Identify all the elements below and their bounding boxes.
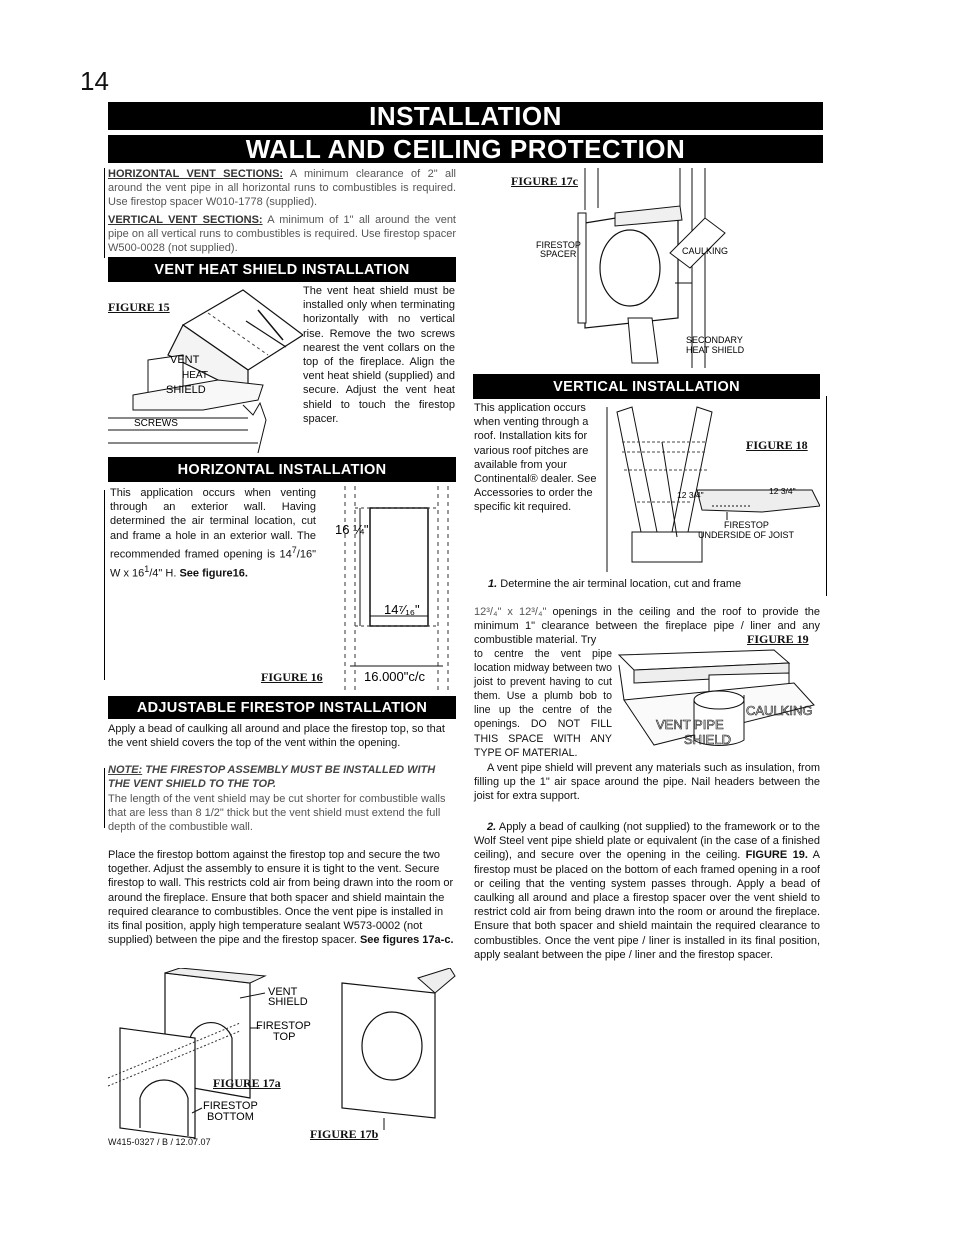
step1-dims-text: 12³/₄" x 12³/₄" openings in the ceiling and the roof to provide the minimum 1" clearance between the fireplace pipe / liner and any combustible material. Try	[474, 606, 820, 647]
page-title-wall-ceiling: WALL AND CEILING PROTECTION	[108, 135, 823, 163]
fig18-firestop: FIRESTOP	[724, 520, 769, 530]
vertical-vent-sections: VERTICAL VENT SECTIONS: A minimum of 1" all around the vent pipe on all vertical runs to combustibles is required. Use firestop spacer W500-0028 (not supplied).	[108, 214, 456, 255]
margin-rule	[826, 396, 827, 596]
figure-16-label: FIGURE 16	[261, 670, 323, 684]
figure-18-diagram	[602, 402, 820, 574]
page-title-installation: INSTALLATION	[108, 102, 823, 130]
figure-16-diagram	[330, 486, 458, 691]
vent-heat-shield-text: The vent heat shield must be installed only when terminating horizontally with no vertical rise. Remove the two screws nearest the vent collars on the top of the fireplace. Align the vent heat shield (supplied) and secure. Adjust the vent heat shield to touch the firestop spacer.	[303, 285, 455, 425]
figure-15-label: FIGURE 15	[108, 300, 170, 314]
horizontal-installation-heading: HORIZONTAL INSTALLATION	[108, 457, 456, 482]
figure-17a-label: FIGURE 17a	[213, 1076, 281, 1090]
vertical-installation-text: This application occurs when venting through a roof. Installation kits for various roof pitches are available from your Continental® dealer. See Accessories to order the specific kit required.	[474, 402, 597, 514]
firestop-note: NOTE: THE FIRESTOP ASSEMBLY MUST BE INSTALLED WITH THE VENT SHIELD TO THE TOP.	[108, 764, 436, 791]
figure-15-diagram	[108, 285, 303, 457]
fig18-dim-b: 12 3/4"	[769, 486, 796, 496]
fig18-underside: UNDERSIDE OF JOIST	[698, 530, 795, 540]
fig17c-caulking: CAULKING	[682, 246, 729, 256]
fig17a-firestop-bottom-1: FIRESTOP	[203, 1100, 258, 1112]
step2-text: 2. Apply a bead of caulking (not supplied) to the framework or to the Wolf Steel vent pipe shield plate or equivalent (in the case of a finished ceiling), and secure over the opening in the ceiling. FIGURE 19. A firestop must be placed on the bottom of each framed opening in a roof or ceiling that the venting system passes through. Apply a bead of caulking all around and place a firestop spacer over the vent shield to restrict cold air from being drawn into the room or around the fireplace. Ensure that both spacer and shield maintain the required clearance to combustibles. Once the vent pipe / liner is installed in its final position, apply sealant between the pipe / liner and the firestop spacer.	[474, 821, 820, 961]
fig17a-firestop-top-2: TOP	[273, 1031, 296, 1043]
fig15-shield-label: SHIELD	[166, 384, 206, 396]
fig19-vent-pipe: VENT PIPE	[656, 717, 724, 732]
vent-heat-shield-heading: VENT HEAT SHIELD INSTALLATION	[108, 257, 456, 282]
figure-17b-label: FIGURE 17b	[310, 1127, 379, 1141]
adjustable-firestop-p2: Place the firestop bottom against the firestop top and secure the two together. Adjust the assembly to ensure it is tight to the vent. Secure firestop to wall. This restricts cold air from being drawn into the room or around the fireplace. Ensure that both spacer and shield maintain the required clearance to combustibles. Once the vent pipe is installed in its final position, apply high temperature sealant W573-0002 (not supplied) between the pipe and the firestop spacer. See figures 17a-c.	[108, 849, 454, 947]
step1-intro: 1. Determine the air terminal location, cut and frame	[488, 578, 742, 590]
step1-shield-text: A vent pipe shield will prevent any materials such as insulation, from filling up the 1" air space around the pipe. Nail headers between the joist for extra support.	[474, 762, 820, 803]
firestop-note-detail: The length of the vent shield may be cut shorter for combustible walls that are less than 8 1/2" thick but the vent shield must extend the full depth of the combustible wall.	[108, 793, 446, 834]
adjustable-firestop-p1: Apply a bead of caulking all around and place the firestop top, so that the vent shield covers the top of the vent within the opening.	[108, 723, 445, 750]
figure-17c-label: FIGURE 17c	[511, 174, 578, 188]
fig17c-secondary-1: SECONDARY	[686, 335, 743, 345]
figure-17a-17b-diagram	[100, 968, 460, 1148]
fig17c-firestop-spacer-1: FIRESTOP	[536, 240, 581, 250]
fig17a-firestop-top-1: FIRESTOP	[256, 1020, 311, 1032]
fig15-screws-label: SCREWS	[134, 418, 178, 429]
fig17a-vent-shield-1: VENT	[268, 986, 298, 998]
fig17c-secondary-2: HEAT SHIELD	[686, 345, 745, 355]
figure-17c-diagram	[530, 168, 760, 368]
margin-rule	[104, 168, 105, 258]
fig18-dim-a: 12 3/4"	[677, 490, 704, 500]
fig17a-firestop-bottom-2: BOTTOM	[207, 1111, 254, 1123]
page-number: 14	[80, 66, 109, 96]
fig19-shield: SHIELD	[684, 732, 731, 747]
figure-19-label: FIGURE 19	[747, 632, 809, 646]
fig16-height-dim: 16 ¼"	[335, 522, 369, 537]
fig16-width-dim: 14⁷⁄₁₆"	[384, 602, 420, 617]
fig16-cc-dim: 16.000"c/c	[364, 669, 425, 684]
step1-centre-text: to centre the vent pipe location midway between two joist to prevent having to cut them. Use a plumb bob to line up the centre of the openings. DO NOT FILL THIS SPACE WITH ANY TYPE OF MATERIAL.	[474, 648, 612, 759]
fig17c-firestop-spacer-2: SPACER	[540, 249, 577, 259]
fig15-heat-label: HEAT	[182, 370, 208, 381]
horizontal-vent-sections: HORIZONTAL VENT SECTIONS: A minimum clearance of 2" all around the vent pipe in all horizontal runs to combustibles is required. Use firestop spacer W010-1778 (supplied).	[108, 168, 456, 209]
vertical-installation-heading: VERTICAL INSTALLATION	[473, 374, 820, 399]
figure-19-diagram	[614, 645, 824, 765]
figure-18-label: FIGURE 18	[746, 438, 808, 452]
document-footer: W415-0327 / B / 12.07.07	[108, 1137, 211, 1147]
fig19-caulking: CAULKING	[746, 703, 813, 718]
fig17a-vent-shield-2: SHIELD	[268, 996, 308, 1008]
fig15-vent-label: VENT	[170, 354, 200, 366]
adjustable-firestop-heading: ADJUSTABLE FIRESTOP INSTALLATION	[108, 696, 456, 719]
margin-rule	[104, 768, 105, 828]
horizontal-installation-text: This application occurs when venting through an exterior wall. Having determined the air terminal location, cut and frame a hole in an exterior wall. The recommended framed opening is $14^7/16$" W x $16^1/4$" H. See figure16.	[110, 487, 316, 580]
margin-rule	[104, 490, 105, 680]
